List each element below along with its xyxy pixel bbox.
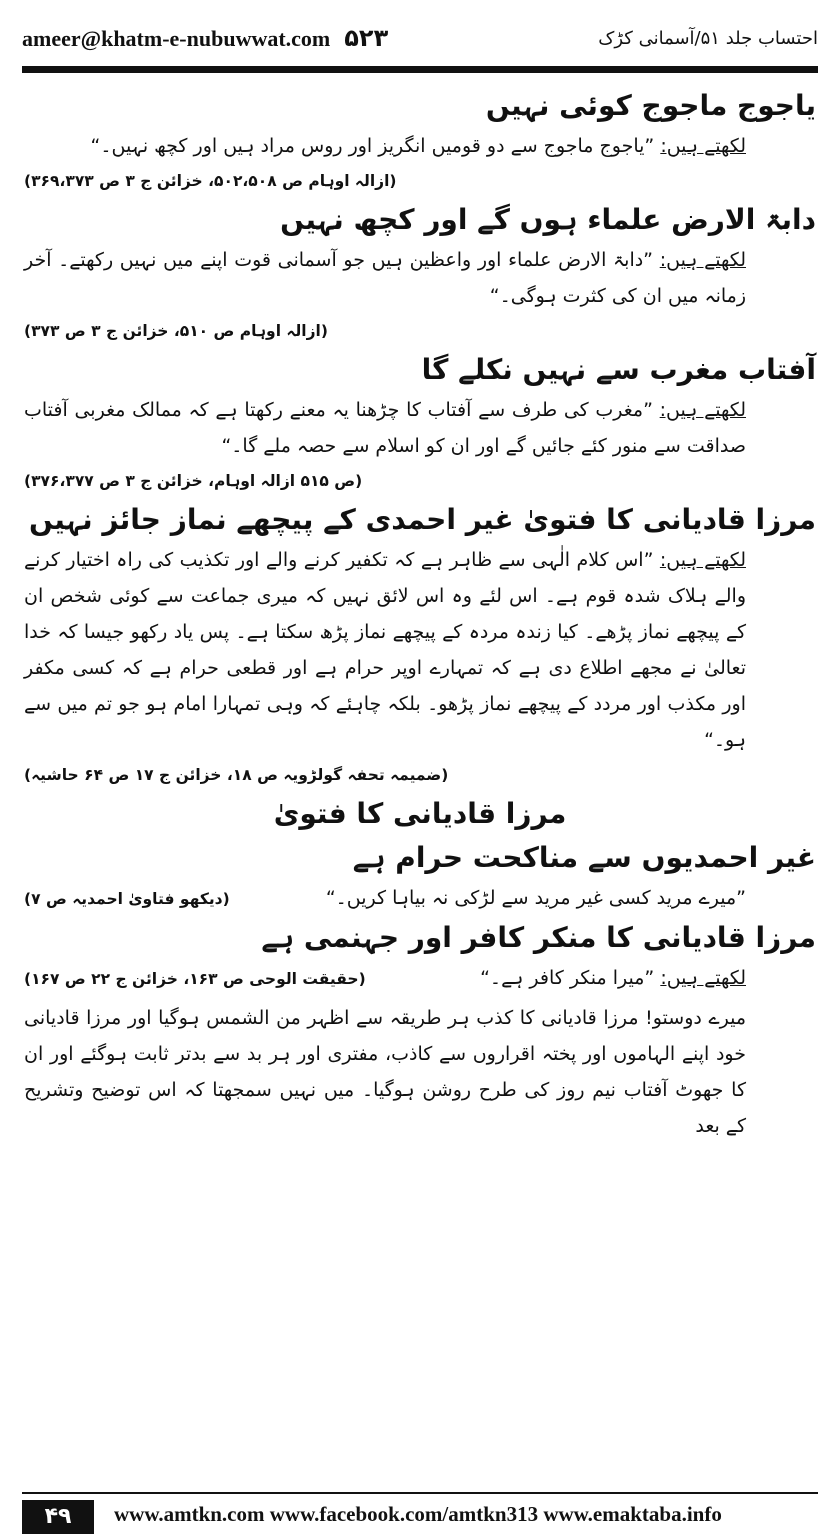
fatwa-denier-quote	[480, 960, 816, 996]
header-page-number: ۵۲۳	[344, 24, 389, 52]
quote-lead: لکھتے ہیں:	[659, 549, 746, 571]
fatwa-subheading-denier: مرزا قادیانی کا منکر کافر اور جہنمی ہے	[261, 921, 816, 954]
fatwa-denier-reference: (حقیقت الوحی ص ۱۶۳، خزائن ج ۲۲ ص ۱۶۷)	[24, 970, 366, 988]
fatwa-marriage-row	[24, 880, 816, 916]
header-rule	[22, 66, 818, 73]
fatwa-marriage-quote: ”میرے مرید کسی غیر مرید سے لڑکی نہ بیاہا کریں۔“	[325, 887, 746, 909]
section-quote	[24, 242, 816, 314]
quote-lead: لکھتے ہیں:	[659, 399, 746, 421]
quote-lead: لکھتے ہیں:	[659, 249, 746, 271]
section-reference: (ازالہ اوہام ص ۵۱۰، خزائن ج ۳ ص ۳۷۳)	[24, 322, 328, 340]
quote-lead: لکھتے ہیں:	[660, 967, 746, 989]
quote-text: ”اس کلام الٰہی سے ظاہر ہے کہ تکفیر کرنے والے اور تکذیب کی راہ اختیار کرنے والے ہلاک شدہ قوم ہے۔ اس لئے وہ اس لائق نہیں کہ میری جماعت سے کوئی شخص ان کے پیچھے نماز پڑھے۔ کیا زندہ مردہ کے پیچھے نماز پڑھ سکتا ہے۔ پس یاد رکھو جیسا کہ خدا تعالیٰ نے مجھے اطلاع دی ہے کہ تمہارے اوپر حرام ہے اور قطعی حرام ہے کہ کسی مکفر اور مکذب اور مردد کے پیچھے نماز پڑھو۔ بلکہ چاہئے کہ وہی تمہارا امام ہو جو تم میں سے ہو۔“	[24, 549, 746, 751]
running-header	[22, 20, 818, 56]
fatwa-marriage-reference: (دیکھو فتاویٰ احمدیہ ص ۷)	[24, 890, 230, 908]
section-heading: مرزا قادیانی کا فتویٰ غیر احمدی کے پیچھے نماز جائز نہیں	[29, 503, 816, 536]
section-reference: (ازالہ اوہام ص ۵۰۲،۵۰۸، خزائن ج ۳ ص ۳۶۹،۳۷۳)	[24, 172, 397, 190]
main-content	[24, 84, 816, 1144]
page-footer	[22, 1492, 818, 1534]
section-heading: یاجوج ماجوج کوئی نہیں	[485, 89, 816, 122]
section-quote	[24, 542, 816, 758]
header-email[interactable]: ameer@khatm-e-nubuwwat.com	[22, 26, 331, 51]
quote-text: ”یاجوج ماجوج سے دو قومیں انگریز اور روس مراد ہیں اور کچھ نہیں۔“	[90, 135, 655, 157]
closing-paragraph: میرے دوستو! مرزا قادیانی کا کذب ہر طریقہ سے اظہر من الشمس ہوگیا اور مرزا قادیانی خود اپنے الہاموں اور پختہ اقراروں سے کاذب، مفتری اور ہر بد سے بدتر ثابت ہوگئے اور ان کا جھوٹ آفتاب نیم روز کی طرح روشن ہوگیا۔ میں نہیں سمجھتا کہ اس توضیح وتشریح کے بعد	[24, 1007, 746, 1137]
section-reference: (ص ۵۱۵ ازالہ اوہام، خزائن ج ۳ ص ۳۷۶،۳۷۷)	[24, 472, 363, 490]
section-heading: دابۃ الارض علماء ہوں گے اور کچھ نہیں	[280, 203, 816, 236]
fatwa-heading: مرزا قادیانی کا فتویٰ	[273, 797, 567, 830]
section-reference: (ضمیمہ تحفہ گولڑویہ ص ۱۸، خزائن ج ۱۷ ص ۶۴ حاشیہ)	[24, 766, 449, 784]
section-quote	[24, 128, 816, 164]
footer-page-number: ۴۹	[22, 1500, 94, 1534]
quote-text: ”مغرب کی طرف سے آفتاب کا چڑھنا یہ معنے رکھتا ہے کہ ممالک مغربی آفتاب صداقت سے منور کئے جائیں گے اور ان کو اسلام سے حصہ ملے گا۔“	[24, 399, 746, 457]
header-title: احتساب جلد ۵۱/آسمانی کڑک	[598, 27, 818, 49]
fatwa-denier-row	[24, 960, 816, 996]
quote-lead: لکھتے ہیں:	[660, 135, 746, 157]
fatwa-subheading-marriage: غیر احمدیوں سے مناکحت حرام ہے	[352, 841, 816, 874]
quote-text: ”میرا منکر کافر ہے۔“	[480, 967, 655, 989]
section-heading: آفتاب مغرب سے نہیں نکلے گا	[421, 353, 816, 386]
section-quote	[24, 392, 816, 464]
quote-text: ”دابۃ الارض علماء اور واعظین ہیں جو آسمانی قوت اپنے میں نہیں رکھتے۔ آخر زمانہ میں ان کی کثرت ہوگی۔“	[24, 249, 746, 307]
footer-links[interactable]: www.amtkn.com www.facebook.com/amtkn313 www.emaktaba.info	[114, 1502, 722, 1526]
